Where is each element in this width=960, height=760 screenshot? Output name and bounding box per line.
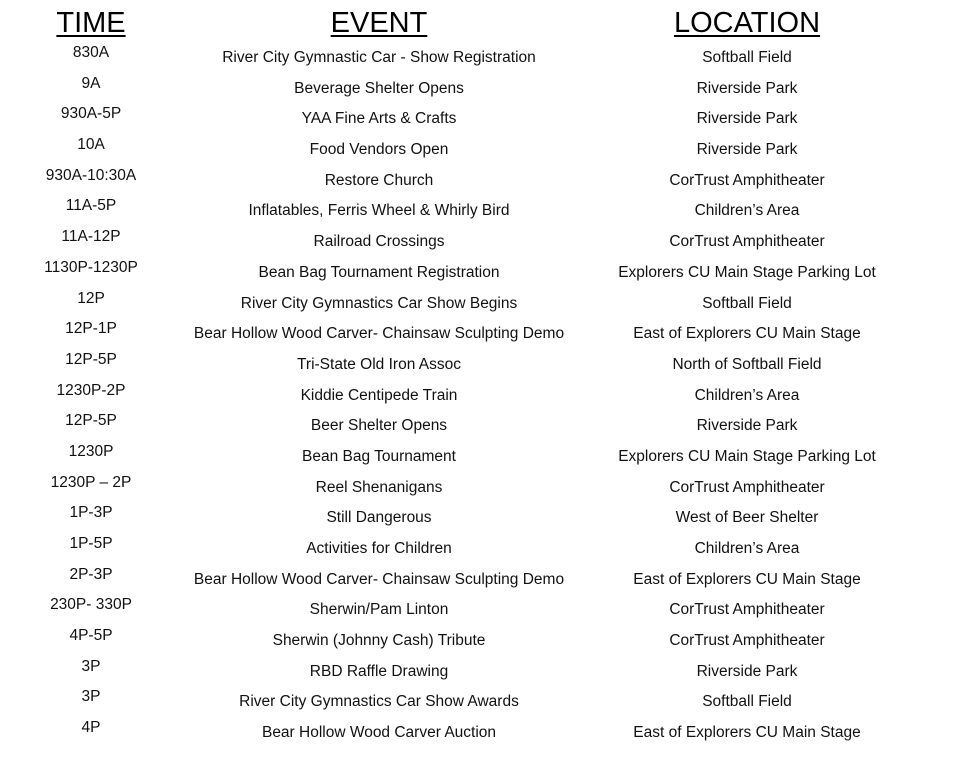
location-cell: West of Beer Shelter <box>675 509 819 527</box>
location-cell: Softball Field <box>702 294 792 312</box>
schedule-row <box>0 380 960 411</box>
schedule-row <box>0 288 960 319</box>
time-cell: 1P-3P <box>69 504 113 522</box>
location-cell: CorTrust Amphitheater <box>669 632 825 650</box>
time-cell: 830A <box>72 44 110 61</box>
location-cell: North of Softball Field <box>672 355 822 373</box>
schedule-row <box>0 73 960 104</box>
location-cell: East of Explorers CU Main Stage <box>633 325 861 343</box>
time-cell: 3P <box>81 657 101 675</box>
schedule-row <box>0 318 960 349</box>
time-cell: 4P <box>81 719 101 737</box>
event-cell: River City Gymnastics Car Show Awards <box>239 693 519 711</box>
schedule-row <box>0 165 960 196</box>
schedule-row <box>0 195 960 226</box>
location-cell: East of Explorers CU Main Stage <box>633 724 861 742</box>
event-cell: Activities for Children <box>306 540 452 557</box>
location-cell: CorTrust Amphitheater <box>669 233 825 251</box>
schedule-row <box>0 472 960 503</box>
event-cell: Sherwin/Pam Linton <box>309 601 449 619</box>
location-cell: Children’s Area <box>694 202 800 220</box>
time-cell: 1230P-2P <box>56 381 126 399</box>
event-cell: Inflatables, Ferris Wheel & Whirly Bird <box>248 202 510 220</box>
time-cell: 9A <box>81 74 101 92</box>
location-cell: Riverside Park <box>696 79 798 97</box>
event-cell: Kiddie Centipede Train <box>300 386 458 404</box>
schedule-rows <box>0 42 960 748</box>
location-cell: Softball Field <box>702 693 792 711</box>
time-cell: 11A-5P <box>65 197 117 215</box>
schedule-row <box>0 103 960 134</box>
event-cell: Beer Shelter Opens <box>310 417 448 435</box>
time-cell: 2P-3P <box>69 565 113 583</box>
time-cell: 1230P <box>68 442 114 460</box>
schedule-row <box>0 502 960 533</box>
event-cell: Railroad Crossings <box>313 233 445 251</box>
event-cell: Bean Bag Tournament Registration <box>258 263 500 281</box>
location-cell: Riverside Park <box>696 662 798 680</box>
event-cell: Sherwin (Johnny Cash) Tribute <box>272 632 486 650</box>
time-cell: 230P- 330P <box>50 596 132 614</box>
location-cell: Riverside Park <box>696 110 798 128</box>
time-cell: 930A-5P <box>60 105 122 123</box>
time-cell: 4P-5P <box>69 627 113 645</box>
location-cell: Softball Field <box>702 49 792 66</box>
location-cell: East of Explorers CU Main Stage <box>633 570 861 588</box>
time-cell: 12P-1P <box>65 320 117 338</box>
event-cell: Reel Shenanigans <box>315 478 443 496</box>
location-cell: CorTrust Amphitheater <box>669 478 825 496</box>
event-cell: Bear Hollow Wood Carver- Chainsaw Sculpting Demo <box>193 325 565 343</box>
event-cell: YAA Fine Arts & Crafts <box>301 110 457 128</box>
schedule-row <box>0 594 960 625</box>
schedule-row <box>0 257 960 288</box>
schedule-row <box>0 410 960 441</box>
schedule-row <box>0 533 960 564</box>
location-cell: CorTrust Amphitheater <box>669 171 825 189</box>
time-cell: 12P-5P <box>65 350 117 368</box>
location-cell: Children’s Area <box>694 540 800 557</box>
schedule-row <box>0 349 960 380</box>
location-cell: Riverside Park <box>696 141 798 159</box>
schedule-row <box>0 441 960 472</box>
time-cell: 12P-5P <box>65 412 117 430</box>
event-cell: Food Vendors Open <box>309 141 449 159</box>
event-cell: Still Dangerous <box>326 509 432 527</box>
event-cell: Bear Hollow Wood Carver- Chainsaw Sculpting Demo <box>193 570 565 588</box>
event-cell: River City Gymnastic Car - Show Registration <box>222 49 536 66</box>
location-cell: Children’s Area <box>694 386 800 404</box>
location-cell: Explorers CU Main Stage Parking Lot <box>618 263 876 281</box>
schedule-row <box>0 686 960 717</box>
time-cell: 1130P-1230P <box>44 258 138 276</box>
schedule-row <box>0 656 960 687</box>
time-cell: 1P-5P <box>69 535 113 552</box>
event-cell: Restore Church <box>324 171 434 189</box>
location-cell: CorTrust Amphitheater <box>669 601 825 619</box>
time-cell: 930A-10:30A <box>45 166 137 184</box>
schedule-row <box>0 625 960 656</box>
event-cell: Beverage Shelter Opens <box>294 79 464 97</box>
time-cell: 11A-12P <box>61 228 121 246</box>
schedule-row <box>0 564 960 595</box>
event-cell: RBD Raffle Drawing <box>309 662 449 680</box>
event-cell: Bear Hollow Wood Carver Auction <box>261 724 497 742</box>
time-cell: 1230P – 2P <box>50 473 132 491</box>
schedule-row <box>0 42 960 73</box>
schedule-row <box>0 134 960 165</box>
location-cell: Riverside Park <box>696 417 798 435</box>
time-cell: 3P <box>81 688 101 706</box>
time-cell: 10A <box>77 136 105 154</box>
event-cell: River City Gymnastics Car Show Begins <box>240 294 518 312</box>
event-column-header: EVENT <box>330 7 428 39</box>
time-cell: 12P <box>77 289 105 307</box>
schedule-row <box>0 717 960 748</box>
schedule-row <box>0 226 960 257</box>
event-cell: Tri-State Old Iron Assoc <box>297 355 461 373</box>
location-column-header: LOCATION <box>673 7 821 39</box>
location-cell: Explorers CU Main Stage Parking Lot <box>618 447 876 465</box>
time-column-header: TIME <box>56 7 126 39</box>
event-cell: Bean Bag Tournament <box>302 447 456 465</box>
